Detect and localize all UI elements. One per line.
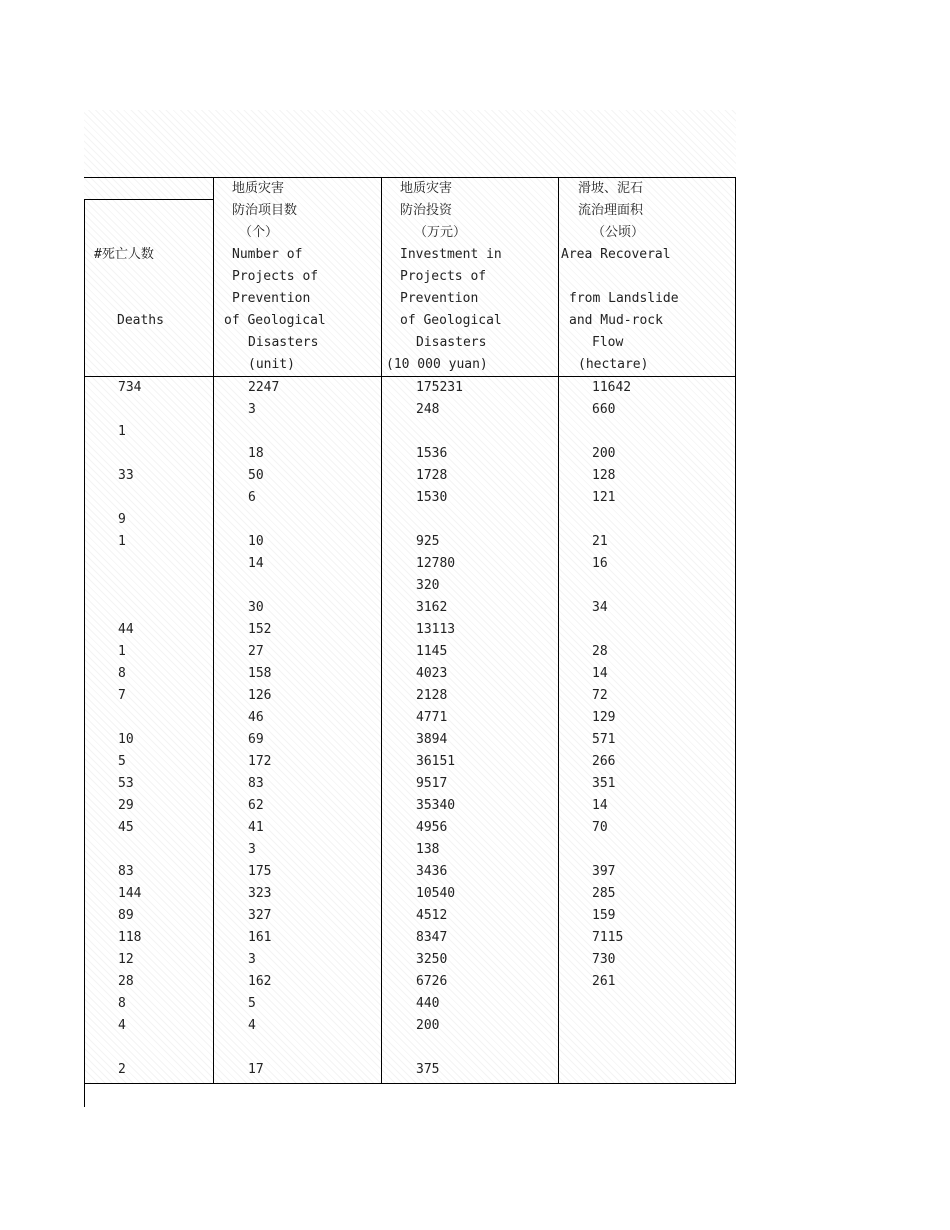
table-cell-col3: 3162 [416,600,448,615]
table-cell-col2: 27 [248,644,264,659]
border-col-1 [213,177,214,1084]
border-bottom [84,1083,736,1084]
table-cell-col1: 12 [118,952,134,967]
table-cell-col4: 351 [592,776,616,791]
border-col1-subhead [84,199,214,200]
table-cell-col2: 126 [248,688,272,703]
table-cell-col4: 266 [592,754,616,769]
table-cell-col2: 5 [248,996,256,1011]
table-cell-col2: 3 [248,842,256,857]
col3-header-unit-zh: （万元） [414,225,467,240]
table-cell-col2: 323 [248,886,272,901]
col3-header-zh: 地质灾害 [400,181,453,196]
table-cell-col1: 8 [118,996,126,1011]
col3-header-en: Projects of [400,269,487,284]
table-cell-col4: 730 [592,952,616,967]
table-cell-col2: 4 [248,1018,256,1033]
table-cell-col1: 28 [118,974,134,989]
table-cell-col2: 17 [248,1062,264,1077]
table-cell-col3: 2128 [416,688,448,703]
table-cell-col4: 121 [592,490,616,505]
table-cell-col2: 10 [248,534,264,549]
table-cell-col2: 3 [248,402,256,417]
table-cell-col4: 7115 [592,930,624,945]
table-cell-col4: 72 [592,688,608,703]
table-cell-col4: 16 [592,556,608,571]
table-cell-col3: 138 [416,842,440,857]
table-cell-col1: 29 [118,798,134,813]
col2-header-en: Prevention [232,291,311,306]
table-cell-col3: 248 [416,402,440,417]
table-cell-col1: 7 [118,688,126,703]
table-cell-col2: 50 [248,468,264,483]
col4-header-unit-zh: （公顷） [592,225,645,240]
table-cell-col1: 45 [118,820,134,835]
border-header-bottom [84,376,736,377]
table-cell-col1: 8 [118,666,126,681]
header-band [84,110,736,177]
table-cell-col2: 161 [248,930,272,945]
col2-header-en: Number of [232,247,303,262]
table-cell-col1: 734 [118,380,142,395]
col4-header-en: and Mud-rock [569,313,663,328]
table-cell-col1: 2 [118,1062,126,1077]
col3-header-en: Investment in [400,247,502,262]
table-cell-col4: 11642 [592,380,632,395]
table-cell-col2: 30 [248,600,264,615]
table-cell-col3: 4771 [416,710,448,725]
table-cell-col3: 9517 [416,776,448,791]
col4-header-en: from Landslide [569,291,679,306]
table-cell-col4: 200 [592,446,616,461]
table-cell-col3: 375 [416,1062,440,1077]
table-cell-col3: 1530 [416,490,448,505]
table-cell-col2: 69 [248,732,264,747]
table-cell-col1: 9 [118,512,126,527]
table-cell-col3: 35340 [416,798,456,813]
col4-header-unit-en: (hectare) [578,357,649,372]
table-cell-col4: 285 [592,886,616,901]
table-cell-col1: 4 [118,1018,126,1033]
col3-header-en: of Geological [400,313,502,328]
col3-header-unit-en: (10 000 yuan) [386,357,488,372]
table-cell-col3: 3436 [416,864,448,879]
table-cell-col4: 159 [592,908,616,923]
col2-header-unit-zh: （个） [239,225,279,240]
table-cell-col2: 175 [248,864,272,879]
border-right [735,177,736,1084]
table-cell-col4: 261 [592,974,616,989]
table-cell-col2: 6 [248,490,256,505]
table-cell-col3: 1728 [416,468,448,483]
col4-header-en: Area Recoveral [561,247,671,262]
table-cell-col4: 70 [592,820,608,835]
col2-header-en: Projects of [232,269,319,284]
table-cell-col3: 175231 [416,380,463,395]
table-cell-col2: 152 [248,622,272,637]
table-cell-col2: 41 [248,820,264,835]
table-cell-col2: 327 [248,908,272,923]
col1-header-en: Deaths [117,313,164,328]
col2-header-en: of Geological [224,313,326,328]
table-cell-col1: 44 [118,622,134,637]
col3-header-en: Prevention [400,291,479,306]
table-cell-col3: 200 [416,1018,440,1033]
table-cell-col3: 4512 [416,908,448,923]
table-cell-col3: 1145 [416,644,448,659]
data-table [84,177,736,1084]
table-cell-col1: 10 [118,732,134,747]
table-cell-col4: 28 [592,644,608,659]
border-col-2 [381,177,382,1084]
col2-header-zh: 地质灾害 [232,181,285,196]
table-cell-col2: 162 [248,974,272,989]
table-cell-col3: 8347 [416,930,448,945]
table-cell-col1: 53 [118,776,134,791]
table-cell-col4: 129 [592,710,616,725]
table-cell-col1: 1 [118,424,126,439]
table-cell-col2: 158 [248,666,272,681]
table-cell-col2: 172 [248,754,272,769]
table-cell-col2: 3 [248,952,256,967]
table-cell-col2: 14 [248,556,264,571]
table-cell-col4: 571 [592,732,616,747]
table-cell-col4: 21 [592,534,608,549]
table-cell-col1: 5 [118,754,126,769]
table-cell-col2: 83 [248,776,264,791]
table-cell-col1: 83 [118,864,134,879]
col3-header-en: Disasters [416,335,487,350]
table-cell-col3: 3250 [416,952,448,967]
table-cell-col2: 62 [248,798,264,813]
table-cell-col3: 4956 [416,820,448,835]
table-cell-col3: 12780 [416,556,456,571]
table-cell-col3: 13113 [416,622,456,637]
table-cell-col3: 1536 [416,446,448,461]
table-cell-col4: 397 [592,864,616,879]
table-cell-col1: 1 [118,644,126,659]
table-cell-col1: 89 [118,908,134,923]
table-cell-col2: 2247 [248,380,280,395]
table-cell-col3: 4023 [416,666,448,681]
border-left [84,200,85,1107]
table-cell-col3: 6726 [416,974,448,989]
table-cell-col4: 14 [592,666,608,681]
table-cell-col4: 128 [592,468,616,483]
table-cell-col2: 18 [248,446,264,461]
col1-header-zh: #死亡人数 [94,247,154,262]
table-cell-col1: 118 [118,930,142,945]
col2-header-zh: 防治项目数 [232,203,298,218]
table-cell-col3: 320 [416,578,440,593]
table-cell-col4: 14 [592,798,608,813]
table-cell-col3: 440 [416,996,440,1011]
table-cell-col3: 36151 [416,754,456,769]
table-cell-col1: 33 [118,468,134,483]
border-col-3 [558,177,559,1084]
table-cell-col3: 925 [416,534,440,549]
col4-header-zh: 滑坡、泥石 [578,181,644,196]
table-cell-col3: 10540 [416,886,456,901]
table-cell-col1: 144 [118,886,142,901]
col2-header-unit-en: (unit) [248,357,295,372]
table-cell-col4: 660 [592,402,616,417]
col4-header-en: Flow [592,335,624,350]
table-cell-col4: 34 [592,600,608,615]
col3-header-zh: 防治投资 [400,203,453,218]
table-cell-col2: 46 [248,710,264,725]
col2-header-en: Disasters [248,335,319,350]
col4-header-zh: 流治理面积 [578,203,644,218]
table-cell-col1: 1 [118,534,126,549]
table-cell-col3: 3894 [416,732,448,747]
